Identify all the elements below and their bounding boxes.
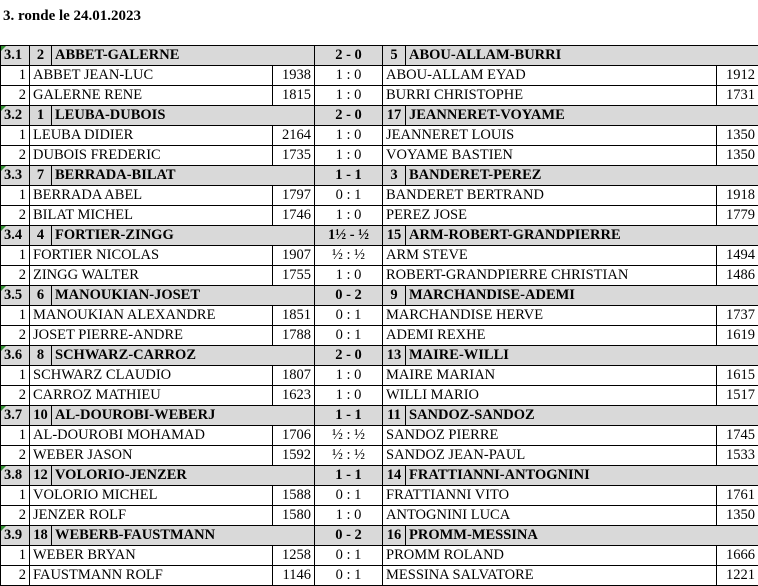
game-result-cell[interactable]: 0 : 1 — [315, 186, 383, 206]
home-rating-cell[interactable]: 1588 — [273, 486, 315, 506]
home-player-cell[interactable]: JOSET PIERRE-ANDRE — [30, 326, 273, 346]
game-row — [1, 266, 758, 286]
game-board-cell[interactable]: 2 — [1, 206, 30, 226]
game-row — [1, 546, 758, 566]
home-rating-cell[interactable]: 1735 — [273, 146, 315, 166]
away-rating-cell[interactable]: 1731 — [717, 86, 758, 106]
game-result-cell[interactable]: 1 : 0 — [315, 86, 383, 106]
match-score-cell[interactable]: 2 - 0 — [315, 346, 383, 366]
match-score-cell[interactable]: 1 - 1 — [315, 466, 383, 486]
away-team-cell[interactable]: BANDERET-PEREZ — [406, 166, 758, 186]
home-team-number-cell[interactable]: 7 — [30, 166, 52, 186]
game-board-cell[interactable]: 1 — [1, 126, 30, 146]
away-rating-cell[interactable]: 1533 — [717, 446, 758, 466]
game-row — [1, 86, 758, 106]
game-row — [1, 486, 758, 506]
home-player-cell[interactable]: FAUSTMANN ROLF — [30, 566, 273, 586]
away-team-cell[interactable]: MAIRE-WILLI — [406, 346, 758, 366]
game-result-cell[interactable]: ½ : ½ — [315, 246, 383, 266]
game-board-cell[interactable]: 2 — [1, 146, 30, 166]
away-player-cell[interactable]: MARCHANDISE HERVE — [383, 306, 717, 326]
home-player-cell[interactable]: ABBET JEAN-LUC — [30, 66, 273, 86]
game-board-cell[interactable]: 2 — [1, 446, 30, 466]
game-result-cell[interactable]: 1 : 0 — [315, 386, 383, 406]
away-team-cell[interactable]: PROMM-MESSINA — [406, 526, 758, 546]
match-score-cell[interactable]: 1 - 1 — [315, 166, 383, 186]
match-score-cell[interactable]: 1½ - ½ — [315, 226, 383, 246]
match-board-cell[interactable] — [1, 166, 30, 186]
away-player-cell[interactable]: ARM STEVE — [383, 246, 717, 266]
home-team-cell[interactable]: SCHWARZ-CARROZ — [52, 346, 315, 366]
away-player-cell[interactable]: ANTOGNINI LUCA — [383, 506, 717, 526]
home-team-cell[interactable]: MANOUKIAN-JOSET — [52, 286, 315, 306]
match-board-label: 3.3 — [4, 167, 23, 183]
home-rating-cell[interactable]: 1851 — [273, 306, 315, 326]
match-header-row — [1, 406, 758, 426]
game-result-cell[interactable]: 1 : 0 — [315, 66, 383, 86]
home-rating-cell[interactable]: 1815 — [273, 86, 315, 106]
away-rating-cell[interactable]: 1615 — [717, 366, 758, 386]
game-row — [1, 126, 758, 146]
match-board-cell[interactable] — [1, 106, 30, 126]
home-rating-cell[interactable]: 1580 — [273, 506, 315, 526]
game-row — [1, 66, 758, 86]
away-player-cell[interactable]: BANDERET BERTRAND — [383, 186, 717, 206]
match-board-cell[interactable] — [1, 226, 30, 246]
away-team-cell[interactable]: MARCHANDISE-ADEMI — [406, 286, 758, 306]
away-rating-cell[interactable]: 1918 — [717, 186, 758, 206]
match-board-label: 3.2 — [4, 107, 23, 123]
match-board-label: 3.7 — [4, 407, 23, 423]
game-result-cell[interactable]: 0 : 1 — [315, 566, 383, 586]
away-rating-cell[interactable]: 1737 — [717, 306, 758, 326]
home-team-cell[interactable]: AL-DOUROBI-WEBERJ — [52, 406, 315, 426]
home-team-cell[interactable]: FORTIER-ZINGG — [52, 226, 315, 246]
home-rating-cell[interactable]: 1807 — [273, 366, 315, 386]
away-player-cell[interactable]: ROBERT-GRANDPIERRE CHRISTIAN — [383, 266, 717, 286]
match-board-label: 3.6 — [4, 347, 23, 363]
away-player-cell[interactable]: PEREZ JOSE — [383, 206, 717, 226]
game-result-cell[interactable]: ½ : ½ — [315, 426, 383, 446]
game-result-cell[interactable]: 1 : 0 — [315, 126, 383, 146]
home-player-cell[interactable]: BERRADA ABEL — [30, 186, 273, 206]
home-rating-cell[interactable]: 1146 — [273, 566, 315, 586]
home-player-cell[interactable]: FORTIER NICOLAS — [30, 246, 273, 266]
game-row — [1, 186, 758, 206]
away-rating-cell[interactable]: 1912 — [717, 66, 758, 86]
away-team-number-cell[interactable]: 11 — [383, 406, 406, 426]
home-rating-cell[interactable]: 1788 — [273, 326, 315, 346]
match-header-row — [1, 286, 758, 306]
game-row — [1, 446, 758, 466]
home-team-cell[interactable]: LEUBA-DUBOIS — [52, 106, 315, 126]
game-result-cell[interactable]: 0 : 1 — [315, 306, 383, 326]
game-board-cell[interactable]: 2 — [1, 86, 30, 106]
match-board-label: 3.4 — [4, 227, 23, 243]
match-board-cell[interactable] — [1, 286, 30, 306]
match-score-cell[interactable]: 1 - 1 — [315, 406, 383, 426]
home-team-number-cell[interactable]: 10 — [30, 406, 52, 426]
away-team-cell[interactable]: SANDOZ-SANDOZ — [406, 406, 758, 426]
home-player-cell[interactable]: AL-DOUROBI MOHAMAD — [30, 426, 273, 446]
game-result-cell[interactable]: 1 : 0 — [315, 146, 383, 166]
game-board-cell[interactable]: 2 — [1, 566, 30, 586]
away-rating-cell[interactable]: 1517 — [717, 386, 758, 406]
home-rating-cell[interactable]: 1623 — [273, 386, 315, 406]
away-player-cell[interactable]: FRATTIANNI VITO — [383, 486, 717, 506]
away-rating-cell[interactable]: 1350 — [717, 126, 758, 146]
away-player-cell[interactable]: SANDOZ PIERRE — [383, 426, 717, 446]
game-result-cell[interactable]: 1 : 0 — [315, 366, 383, 386]
home-team-number-cell[interactable]: 1 — [30, 106, 52, 126]
home-team-cell[interactable]: VOLORIO-JENZER — [52, 466, 315, 486]
away-team-number-cell[interactable]: 13 — [383, 346, 406, 366]
cell-marker-icon — [1, 226, 6, 231]
away-team-number-cell[interactable]: 15 — [383, 226, 406, 246]
home-player-cell[interactable]: BILAT MICHEL — [30, 206, 273, 226]
away-team-number-cell[interactable]: 3 — [383, 166, 406, 186]
game-board-cell[interactable]: 1 — [1, 66, 30, 86]
away-rating-cell[interactable]: 1486 — [717, 266, 758, 286]
away-player-cell[interactable]: SANDOZ JEAN-PAUL — [383, 446, 717, 466]
match-score-cell[interactable]: 2 - 0 — [315, 46, 383, 66]
match-board-label: 3.1 — [4, 47, 23, 63]
match-header-row — [1, 46, 758, 66]
game-row — [1, 246, 758, 266]
match-score-cell[interactable]: 0 - 2 — [315, 526, 383, 546]
match-board-cell[interactable] — [1, 46, 30, 66]
away-player-cell[interactable]: BURRI CHRISTOPHE — [383, 86, 717, 106]
game-board-cell[interactable]: 2 — [1, 326, 30, 346]
home-team-number-cell[interactable]: 12 — [30, 466, 52, 486]
match-board-cell[interactable] — [1, 406, 30, 426]
match-header-row — [1, 526, 758, 546]
match-board-cell[interactable] — [1, 466, 30, 486]
game-board-cell[interactable]: 1 — [1, 366, 30, 386]
home-team-cell[interactable]: BERRADA-BILAT — [52, 166, 315, 186]
home-team-cell[interactable]: WEBERB-FAUSTMANN — [52, 526, 315, 546]
away-rating-cell[interactable]: 1350 — [717, 146, 758, 166]
away-player-cell[interactable]: ABOU-ALLAM EYAD — [383, 66, 717, 86]
home-player-cell[interactable]: JENZER ROLF — [30, 506, 273, 526]
away-team-cell[interactable]: FRATTIANNI-ANTOGNINI — [406, 466, 758, 486]
away-player-cell[interactable]: ADEMI REXHE — [383, 326, 717, 346]
away-rating-cell[interactable]: 1745 — [717, 426, 758, 446]
home-rating-cell[interactable]: 1746 — [273, 206, 315, 226]
game-row — [1, 426, 758, 446]
away-team-number-cell[interactable]: 14 — [383, 466, 406, 486]
game-row — [1, 306, 758, 326]
home-team-number-cell[interactable]: 2 — [30, 46, 52, 66]
home-player-cell[interactable]: WEBER JASON — [30, 446, 273, 466]
home-rating-cell[interactable]: 1258 — [273, 546, 315, 566]
away-rating-cell[interactable]: 1666 — [717, 546, 758, 566]
match-header-row — [1, 346, 758, 366]
cell-marker-icon — [1, 346, 6, 351]
home-rating-cell[interactable]: 1592 — [273, 446, 315, 466]
home-rating-cell[interactable]: 1938 — [273, 66, 315, 86]
away-team-number-cell[interactable]: 16 — [383, 526, 406, 546]
home-team-number-cell[interactable]: 4 — [30, 226, 52, 246]
game-board-cell[interactable]: 1 — [1, 486, 30, 506]
game-board-cell[interactable]: 1 — [1, 246, 30, 266]
home-player-cell[interactable]: LEUBA DIDIER — [30, 126, 273, 146]
away-rating-cell[interactable]: 1221 — [717, 566, 758, 586]
home-team-number-cell[interactable]: 18 — [30, 526, 52, 546]
away-player-cell[interactable]: MAIRE MARIAN — [383, 366, 717, 386]
match-board-label: 3.9 — [4, 527, 23, 543]
game-row — [1, 366, 758, 386]
game-board-cell[interactable]: 2 — [1, 506, 30, 526]
home-player-cell[interactable]: MANOUKIAN ALEXANDRE — [30, 306, 273, 326]
game-row — [1, 506, 758, 526]
game-result-cell[interactable]: 1 : 0 — [315, 266, 383, 286]
game-result-cell[interactable]: 1 : 0 — [315, 206, 383, 226]
match-header-row — [1, 226, 758, 246]
away-rating-cell[interactable]: 1779 — [717, 206, 758, 226]
cell-marker-icon — [1, 466, 6, 471]
cell-marker-icon — [1, 526, 6, 531]
game-row — [1, 146, 758, 166]
away-team-number-cell[interactable]: 17 — [383, 106, 406, 126]
game-result-cell[interactable]: 0 : 1 — [315, 486, 383, 506]
match-score-cell[interactable]: 0 - 2 — [315, 286, 383, 306]
home-player-cell[interactable]: GALERNE RENE — [30, 86, 273, 106]
cell-marker-icon — [1, 46, 6, 51]
away-rating-cell[interactable]: 1350 — [717, 506, 758, 526]
match-header-row — [1, 166, 758, 186]
home-team-cell[interactable]: ABBET-GALERNE — [52, 46, 315, 66]
away-team-number-cell[interactable]: 9 — [383, 286, 406, 306]
match-header-row — [1, 466, 758, 486]
game-row — [1, 386, 758, 406]
home-player-cell[interactable]: WEBER BRYAN — [30, 546, 273, 566]
home-player-cell[interactable]: SCHWARZ CLAUDIO — [30, 366, 273, 386]
away-team-cell[interactable]: ABOU-ALLAM-BURRI — [406, 46, 758, 66]
away-team-cell[interactable]: ARM-ROBERT-GRANDPIERRE — [406, 226, 758, 246]
match-board-label: 3.8 — [4, 467, 23, 483]
home-team-number-cell[interactable]: 6 — [30, 286, 52, 306]
home-rating-cell[interactable]: 1797 — [273, 186, 315, 206]
game-board-cell[interactable]: 1 — [1, 306, 30, 326]
home-rating-cell[interactable]: 1706 — [273, 426, 315, 446]
game-result-cell[interactable]: 0 : 1 — [315, 546, 383, 566]
game-row — [1, 326, 758, 346]
game-board-cell[interactable]: 1 — [1, 186, 30, 206]
game-result-cell[interactable]: 1 : 0 — [315, 506, 383, 526]
home-player-cell[interactable]: VOLORIO MICHEL — [30, 486, 273, 506]
cell-marker-icon — [1, 286, 6, 291]
pairings-table — [0, 45, 758, 586]
home-rating-cell[interactable]: 1907 — [273, 246, 315, 266]
away-player-cell[interactable]: WILLI MARIO — [383, 386, 717, 406]
game-result-cell[interactable]: 0 : 1 — [315, 326, 383, 346]
away-player-cell[interactable]: JEANNERET LOUIS — [383, 126, 717, 146]
game-row — [1, 206, 758, 226]
cell-marker-icon — [1, 166, 6, 171]
away-rating-cell[interactable]: 1761 — [717, 486, 758, 506]
away-team-cell[interactable]: JEANNERET-VOYAME — [406, 106, 758, 126]
cell-marker-icon — [1, 406, 6, 411]
away-team-number-cell[interactable]: 5 — [383, 46, 406, 66]
home-rating-cell[interactable]: 2164 — [273, 126, 315, 146]
game-board-cell[interactable]: 2 — [1, 386, 30, 406]
match-score-cell[interactable]: 2 - 0 — [315, 106, 383, 126]
game-board-cell[interactable]: 1 — [1, 546, 30, 566]
away-player-cell[interactable]: MESSINA SALVATORE — [383, 566, 717, 586]
home-player-cell[interactable]: CARROZ MATHIEU — [30, 386, 273, 406]
home-player-cell[interactable]: DUBOIS FREDERIC — [30, 146, 273, 166]
home-team-number-cell[interactable]: 8 — [30, 346, 52, 366]
game-result-cell[interactable]: ½ : ½ — [315, 446, 383, 466]
match-header-row — [1, 106, 758, 126]
page-title: 3. ronde le 24.01.2023 — [3, 8, 142, 24]
match-board-cell[interactable] — [1, 346, 30, 366]
home-rating-cell[interactable]: 1755 — [273, 266, 315, 286]
game-row — [1, 566, 758, 586]
match-board-cell[interactable] — [1, 526, 30, 546]
away-player-cell[interactable]: PROMM ROLAND — [383, 546, 717, 566]
game-board-cell[interactable]: 1 — [1, 426, 30, 446]
game-board-cell[interactable]: 2 — [1, 266, 30, 286]
cell-marker-icon — [1, 106, 6, 111]
away-player-cell[interactable]: VOYAME BASTIEN — [383, 146, 717, 166]
match-board-label: 3.5 — [4, 287, 23, 303]
home-player-cell[interactable]: ZINGG WALTER — [30, 266, 273, 286]
away-rating-cell[interactable]: 1494 — [717, 246, 758, 266]
away-rating-cell[interactable]: 1619 — [717, 326, 758, 346]
